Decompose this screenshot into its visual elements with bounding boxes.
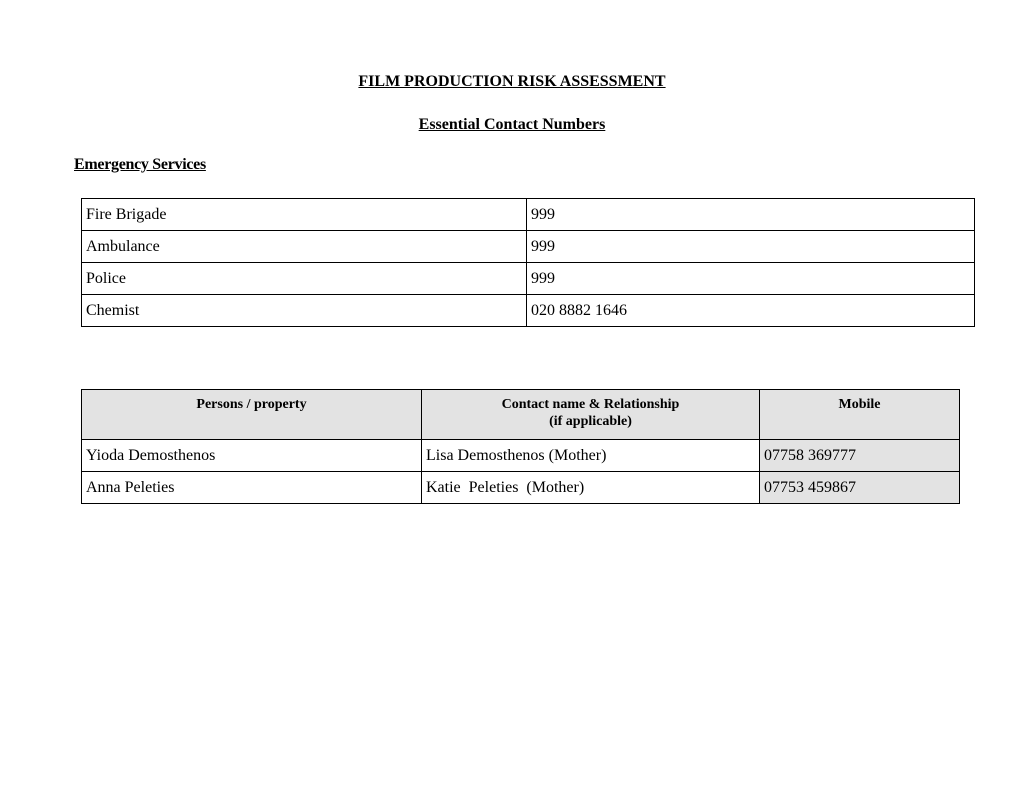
header-persons-property: Persons / property bbox=[82, 390, 422, 440]
service-number-cell: 020 8882 1646 bbox=[527, 295, 975, 327]
table-row bbox=[82, 440, 960, 472]
person-cell: Anna Peleties bbox=[82, 472, 422, 504]
contact-cell: Katie Peleties (Mother) bbox=[422, 472, 760, 504]
header-contact-name bbox=[422, 390, 760, 440]
header-mobile: Mobile bbox=[760, 390, 960, 440]
table-row bbox=[82, 295, 975, 327]
emergency-services-table bbox=[81, 198, 975, 327]
table-row bbox=[82, 263, 975, 295]
contact-cell: Lisa Demosthenos (Mother) bbox=[422, 440, 760, 472]
service-name-cell: Ambulance bbox=[82, 231, 527, 263]
service-name-cell: Chemist bbox=[82, 295, 527, 327]
service-name-cell: Fire Brigade bbox=[82, 199, 527, 231]
service-number-cell: 999 bbox=[527, 231, 975, 263]
service-number-cell: 999 bbox=[527, 199, 975, 231]
service-name-cell: Police bbox=[82, 263, 527, 295]
document-subtitle-text: Essential Contact Numbers bbox=[418, 116, 606, 133]
document-title bbox=[0, 73, 1024, 91]
service-number-cell: 999 bbox=[527, 263, 975, 295]
header-contact-line1: Contact name & Relationship bbox=[501, 397, 680, 412]
table-header-row bbox=[82, 390, 960, 440]
table-row bbox=[82, 199, 975, 231]
table-row bbox=[82, 231, 975, 263]
document-title-text: FILM PRODUCTION RISK ASSESSMENT bbox=[358, 73, 666, 90]
document-subtitle bbox=[0, 116, 1024, 134]
section-heading-emergency: Emergency Services bbox=[74, 156, 206, 173]
person-cell: Yioda Demosthenos bbox=[82, 440, 422, 472]
mobile-cell: 07753 459867 bbox=[760, 472, 960, 504]
mobile-cell: 07758 369777 bbox=[760, 440, 960, 472]
table-row bbox=[82, 472, 960, 504]
header-contact-line2: (if applicable) bbox=[549, 414, 632, 429]
contacts-table bbox=[81, 389, 960, 504]
